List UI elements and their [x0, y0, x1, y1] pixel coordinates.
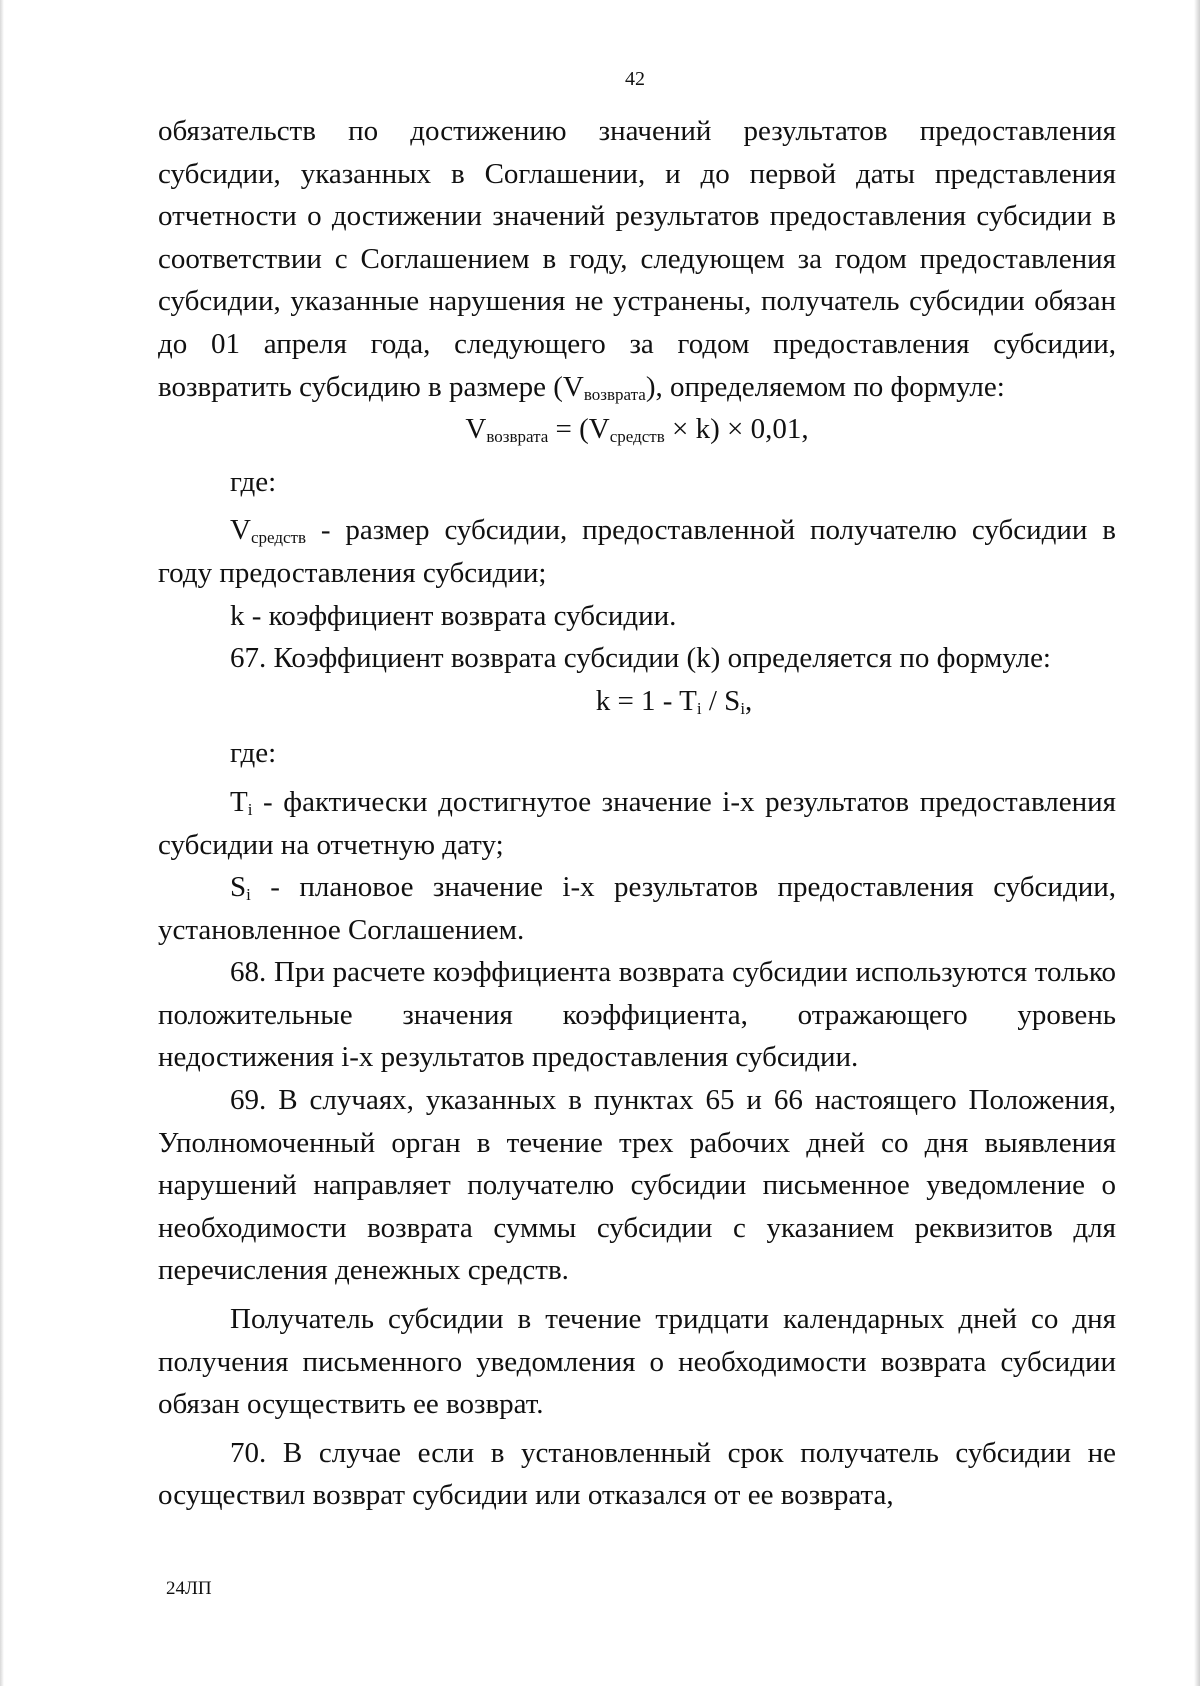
where-label-1: где:: [230, 465, 277, 498]
paragraph-70: 70. В случае если в установленный срок получатель субсидии не осуществил возврат субсидии или отказался от ее возврата,: [158, 1436, 1116, 1512]
paragraph-69: 69. В случаях, указанных в пунктах 65 и 66 настоящего Положения, Уполномоченный орган в течение трех рабочих дней со дня выявления нарушений направляет получателю субсидии письменное уведомление о необходимости возврата суммы субсидии с указанием реквизитов для перечисления денежных средств.: [158, 1084, 1116, 1287]
paragraph-69-continued: Получатель субсидии в течение тридцати календарных дней со дня получения письменного уведомления о необходимости возврата субсидии обязан осуществить ее возврат.: [158, 1303, 1116, 1421]
definition-v-sredstv: $V_{средств}$ - размер субсидии, предоставленной получателю субсидии в году предоставления субсидии;: [158, 514, 1116, 589]
formula-coefficient: $k = 1 - T_i / S_i$,: [595, 684, 753, 718]
where-label-2: где:: [230, 737, 277, 770]
scan-edge-left: [0, 0, 4, 1686]
formula-return-amount: $V_{возврата} = (V_{средств} \times k) \times 0,01$,: [465, 413, 809, 447]
paragraph-continuation: обязательств по достижению значений результатов предоставления субсидии, указанных в Соглашении, и до первой даты представления отчетности о достижении значений результатов предоставления субсидии в соответствии с Соглашением в году, следующем за годом предоставления субсидии, указанные нарушения не устранены, получатель субсидии обязан до 01 апреля года, следующего за годом предоставления субсидии, возвратить субсидию в размере $(V_{возврата})$, определяемом по формуле:: [158, 115, 1116, 404]
document-body: [158, 110, 1116, 1517]
definition-k: k - коэффициент возврата субсидии.: [230, 599, 677, 632]
footer-document-code: 24ЛП: [166, 1578, 212, 1599]
paragraph-67: 67. Коэффициент возврата субсидии (k) определяется по формуле:: [230, 642, 1051, 675]
paragraph-68: 68. При расчете коэффициента возврата субсидии используются только положительные значения коэффициента, отражающего уровень недостижения i-х результатов предоставления субсидии.: [158, 956, 1116, 1074]
scan-edge-right: [1194, 0, 1200, 1686]
definition-si: $S_i$ - плановое значение i-х результатов предоставления субсидии, установленное Соглашением.: [158, 871, 1116, 946]
definition-ti: $T_i$ - фактически достигнутое значение i-х результатов предоставления субсидии на отчетную дату;: [158, 785, 1116, 861]
page-number: 42: [625, 68, 645, 90]
